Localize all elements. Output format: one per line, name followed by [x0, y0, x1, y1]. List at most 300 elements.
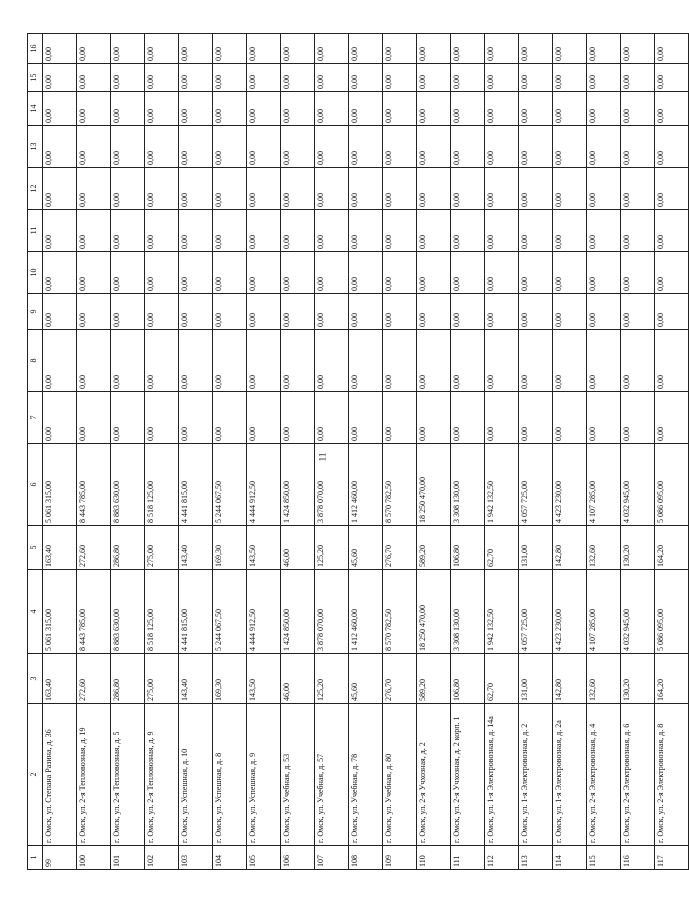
value-cell: 46,00 — [281, 526, 315, 570]
address-cell: г. Омск, ул. Степана Разина, д. 36 — [43, 704, 77, 846]
value-cell: 143,40 — [179, 654, 213, 704]
table-row — [145, 34, 179, 870]
value-cell: 0,00 — [451, 92, 485, 126]
row-number-cell: 115 — [587, 846, 621, 870]
row-number-cell: 113 — [519, 846, 553, 870]
value-cell: 286,80 — [111, 526, 145, 570]
value-cell: 0,00 — [111, 210, 145, 252]
value-cell: 0,00 — [145, 126, 179, 168]
value-cell: 132,60 — [587, 526, 621, 570]
value-cell: 0,00 — [179, 330, 213, 392]
value-cell: 0,00 — [621, 252, 655, 294]
column-header: 11 — [28, 210, 43, 252]
value-cell: 0,00 — [655, 294, 689, 330]
value-cell: 0,00 — [43, 330, 77, 392]
value-cell: 18 250 470,00 — [417, 570, 451, 654]
value-cell: 0,00 — [485, 126, 519, 168]
row-number-cell: 110 — [417, 846, 451, 870]
table-row — [349, 34, 383, 870]
value-cell: 0,00 — [315, 64, 349, 92]
value-cell: 0,00 — [485, 294, 519, 330]
rotated-table-container — [27, 34, 665, 870]
value-cell: 4 032 945,00 — [621, 444, 655, 526]
table-body — [43, 34, 689, 870]
column-header: 5 — [28, 526, 43, 570]
value-cell: 0,00 — [451, 392, 485, 444]
address-cell: г. Омск, ул. 2-я Тепловозная, д. 19 — [77, 704, 111, 846]
value-cell: 8 883 630,00 — [111, 444, 145, 526]
table-row — [553, 34, 587, 870]
value-cell: 163,40 — [43, 526, 77, 570]
column-header: 2 — [28, 704, 43, 846]
address-cell: г. Омск, ул. 2-я Тепловозная, д. 9 — [145, 704, 179, 846]
value-cell: 0,00 — [111, 330, 145, 392]
value-cell: 4 441 815,00 — [179, 570, 213, 654]
value-cell: 276,70 — [383, 526, 417, 570]
value-cell: 0,00 — [349, 92, 383, 126]
value-cell: 4 444 912,50 — [247, 570, 281, 654]
value-cell: 275,00 — [145, 654, 179, 704]
value-cell: 0,00 — [587, 92, 621, 126]
value-cell: 0,00 — [485, 168, 519, 210]
value-cell: 0,00 — [281, 92, 315, 126]
value-cell: 589,20 — [417, 654, 451, 704]
table-row — [179, 34, 213, 870]
value-cell: 106,80 — [451, 526, 485, 570]
value-cell: 5 086 095,00 — [655, 444, 689, 526]
value-cell: 0,00 — [655, 168, 689, 210]
value-cell: 0,00 — [383, 252, 417, 294]
value-cell: 0,00 — [247, 168, 281, 210]
row-number-cell: 108 — [349, 846, 383, 870]
value-cell: 0,00 — [281, 294, 315, 330]
value-cell: 0,00 — [281, 64, 315, 92]
value-cell: 275,00 — [145, 526, 179, 570]
value-cell: 0,00 — [145, 34, 179, 64]
value-cell: 0,00 — [281, 330, 315, 392]
address-cell: г. Омск, ул. 1-я Электровозная, д. 2 — [519, 704, 553, 846]
row-number-cell: 102 — [145, 846, 179, 870]
value-cell: 0,00 — [553, 92, 587, 126]
value-cell: 143,50 — [247, 654, 281, 704]
value-cell: 0,00 — [179, 64, 213, 92]
value-cell: 0,00 — [553, 330, 587, 392]
value-cell: 4 107 285,00 — [587, 570, 621, 654]
value-cell: 163,40 — [43, 654, 77, 704]
value-cell: 0,00 — [315, 294, 349, 330]
value-cell: 125,20 — [315, 526, 349, 570]
value-cell: 0,00 — [349, 168, 383, 210]
row-number-cell: 107 — [315, 846, 349, 870]
value-cell: 0,00 — [519, 64, 553, 92]
column-header: 16 — [28, 34, 43, 64]
value-cell: 5 061 315,00 — [43, 444, 77, 526]
value-cell: 272,60 — [77, 654, 111, 704]
value-cell: 4 441 815,00 — [179, 444, 213, 526]
value-cell: 0,00 — [587, 34, 621, 64]
value-cell: 8 883 630,00 — [111, 570, 145, 654]
table-row — [315, 34, 349, 870]
value-cell: 0,00 — [553, 252, 587, 294]
value-cell: 0,00 — [383, 392, 417, 444]
row-number-cell: 104 — [213, 846, 247, 870]
value-cell: 0,00 — [247, 210, 281, 252]
value-cell: 0,00 — [247, 330, 281, 392]
value-cell: 0,00 — [417, 126, 451, 168]
value-cell: 0,00 — [43, 34, 77, 64]
value-cell: 131,00 — [519, 654, 553, 704]
value-cell: 0,00 — [145, 64, 179, 92]
value-cell: 0,00 — [281, 252, 315, 294]
value-cell: 0,00 — [621, 294, 655, 330]
value-cell: 0,00 — [451, 252, 485, 294]
value-cell: 0,00 — [383, 330, 417, 392]
value-cell: 0,00 — [383, 168, 417, 210]
value-cell: 0,00 — [77, 34, 111, 64]
value-cell: 0,00 — [145, 294, 179, 330]
value-cell: 0,00 — [383, 64, 417, 92]
value-cell: 0,00 — [43, 252, 77, 294]
value-cell: 0,00 — [247, 64, 281, 92]
row-number-cell: 101 — [111, 846, 145, 870]
value-cell: 106,80 — [451, 654, 485, 704]
value-cell: 0,00 — [111, 92, 145, 126]
address-cell: г. Омск, ул. Успешная, д. 8 — [213, 704, 247, 846]
data-table — [27, 33, 689, 870]
value-cell: 0,00 — [213, 392, 247, 444]
value-cell: 0,00 — [417, 92, 451, 126]
value-cell: 0,00 — [655, 64, 689, 92]
row-number-cell: 116 — [621, 846, 655, 870]
address-cell: г. Омск, ул. Успешная, д. 10 — [179, 704, 213, 846]
value-cell: 0,00 — [349, 126, 383, 168]
value-cell: 0,00 — [43, 126, 77, 168]
value-cell: 3 878 070,00 — [315, 570, 349, 654]
value-cell: 164,20 — [655, 526, 689, 570]
value-cell: 0,00 — [383, 92, 417, 126]
value-cell: 0,00 — [485, 64, 519, 92]
value-cell: 0,00 — [77, 330, 111, 392]
table-row — [587, 34, 621, 870]
value-cell: 0,00 — [451, 126, 485, 168]
value-cell: 0,00 — [417, 34, 451, 64]
value-cell: 0,00 — [213, 210, 247, 252]
value-cell: 276,70 — [383, 654, 417, 704]
value-cell: 0,00 — [519, 168, 553, 210]
value-cell: 0,00 — [349, 294, 383, 330]
value-cell: 0,00 — [315, 330, 349, 392]
value-cell: 0,00 — [553, 126, 587, 168]
value-cell: 1 942 132,50 — [485, 444, 519, 526]
value-cell: 0,00 — [179, 92, 213, 126]
value-cell: 0,00 — [77, 168, 111, 210]
value-cell: 0,00 — [417, 330, 451, 392]
value-cell: 45,60 — [349, 526, 383, 570]
address-cell: г. Омск, ул. 1-я Электровозная, д. 14а — [485, 704, 519, 846]
column-header: 14 — [28, 92, 43, 126]
value-cell: 0,00 — [315, 252, 349, 294]
value-cell: 4 032 945,00 — [621, 570, 655, 654]
value-cell: 143,40 — [179, 526, 213, 570]
value-cell: 0,00 — [485, 92, 519, 126]
value-cell: 0,00 — [145, 168, 179, 210]
value-cell: 0,00 — [519, 252, 553, 294]
value-cell: 0,00 — [485, 330, 519, 392]
value-cell: 0,00 — [655, 126, 689, 168]
value-cell: 0,00 — [383, 34, 417, 64]
value-cell: 62,70 — [485, 526, 519, 570]
value-cell: 0,00 — [655, 392, 689, 444]
table-row — [281, 34, 315, 870]
value-cell: 0,00 — [213, 126, 247, 168]
value-cell: 0,00 — [553, 392, 587, 444]
value-cell: 169,30 — [213, 654, 247, 704]
address-cell: г. Омск, ул. 2-я Электровозная, д. 6 — [621, 704, 655, 846]
table-row — [519, 34, 553, 870]
value-cell: 0,00 — [349, 330, 383, 392]
table-row — [621, 34, 655, 870]
value-cell: 0,00 — [587, 392, 621, 444]
value-cell: 0,00 — [383, 210, 417, 252]
address-cell: г. Омск, ул. 2-я Учхозная, д. 2 — [417, 704, 451, 846]
value-cell: 0,00 — [417, 252, 451, 294]
value-cell: 0,00 — [655, 252, 689, 294]
column-header: 6 — [28, 444, 43, 526]
table-row — [655, 34, 689, 870]
value-cell: 0,00 — [553, 168, 587, 210]
value-cell: 0,00 — [315, 168, 349, 210]
value-cell: 4 423 230,00 — [553, 444, 587, 526]
value-cell: 169,30 — [213, 526, 247, 570]
value-cell: 62,70 — [485, 654, 519, 704]
column-header: 9 — [28, 294, 43, 330]
value-cell: 8 443 785,00 — [77, 444, 111, 526]
value-cell: 0,00 — [315, 34, 349, 64]
value-cell: 0,00 — [77, 392, 111, 444]
value-cell: 0,00 — [179, 34, 213, 64]
column-header: 7 — [28, 392, 43, 444]
value-cell: 0,00 — [621, 92, 655, 126]
value-cell: 0,00 — [621, 392, 655, 444]
value-cell: 0,00 — [315, 126, 349, 168]
address-cell: г. Омск, ул. Учебная, д. 78 — [349, 704, 383, 846]
value-cell: 3 308 130,00 — [451, 570, 485, 654]
value-cell: 0,00 — [417, 392, 451, 444]
row-number-cell: 100 — [77, 846, 111, 870]
value-cell: 0,00 — [145, 330, 179, 392]
value-cell: 8 570 782,50 — [383, 444, 417, 526]
value-cell: 0,00 — [519, 294, 553, 330]
value-cell: 0,00 — [247, 294, 281, 330]
value-cell: 0,00 — [43, 392, 77, 444]
value-cell: 0,00 — [587, 330, 621, 392]
value-cell: 0,00 — [43, 92, 77, 126]
value-cell: 0,00 — [383, 294, 417, 330]
value-cell: 0,00 — [519, 210, 553, 252]
row-number-cell: 112 — [485, 846, 519, 870]
value-cell: 0,00 — [587, 64, 621, 92]
address-cell: г. Омск, ул. 2-я Электровозная, д. 4 — [587, 704, 621, 846]
column-header: 12 — [28, 168, 43, 210]
value-cell: 0,00 — [553, 210, 587, 252]
value-cell: 1 424 850,00 — [281, 444, 315, 526]
value-cell: 0,00 — [621, 34, 655, 64]
value-cell: 0,00 — [213, 168, 247, 210]
value-cell: 0,00 — [655, 210, 689, 252]
value-cell: 0,00 — [621, 64, 655, 92]
address-cell: г. Омск, ул. Успешная, д. 9 — [247, 704, 281, 846]
value-cell: 0,00 — [281, 210, 315, 252]
value-cell: 0,00 — [587, 210, 621, 252]
value-cell: 143,50 — [247, 526, 281, 570]
value-cell: 0,00 — [111, 34, 145, 64]
value-cell: 0,00 — [451, 294, 485, 330]
value-cell: 0,00 — [485, 34, 519, 64]
value-cell: 0,00 — [281, 34, 315, 64]
row-number-cell: 103 — [179, 846, 213, 870]
value-cell: 589,20 — [417, 526, 451, 570]
value-cell: 132,60 — [587, 654, 621, 704]
header-row — [28, 34, 43, 870]
value-cell: 0,00 — [247, 126, 281, 168]
value-cell: 0,00 — [213, 34, 247, 64]
value-cell: 0,00 — [281, 168, 315, 210]
value-cell: 0,00 — [655, 330, 689, 392]
value-cell: 0,00 — [213, 252, 247, 294]
address-cell: г. Омск, ул. Учебная, д. 57 — [315, 704, 349, 846]
table-row — [485, 34, 519, 870]
value-cell: 0,00 — [77, 294, 111, 330]
value-cell: 0,00 — [43, 64, 77, 92]
value-cell: 3 878 070,00 — [315, 444, 349, 526]
value-cell: 0,00 — [655, 34, 689, 64]
value-cell: 1 412 460,00 — [349, 444, 383, 526]
value-cell: 4 107 285,00 — [587, 444, 621, 526]
value-cell: 0,00 — [349, 210, 383, 252]
value-cell: 4 444 912,50 — [247, 444, 281, 526]
column-header: 1 — [28, 846, 43, 870]
value-cell: 142,80 — [553, 654, 587, 704]
value-cell: 0,00 — [553, 34, 587, 64]
value-cell: 0,00 — [111, 64, 145, 92]
value-cell: 0,00 — [77, 92, 111, 126]
value-cell: 8 518 125,00 — [145, 444, 179, 526]
value-cell: 0,00 — [587, 294, 621, 330]
value-cell: 8 570 782,50 — [383, 570, 417, 654]
column-header: 13 — [28, 126, 43, 168]
value-cell: 4 057 725,00 — [519, 570, 553, 654]
value-cell: 4 057 725,00 — [519, 444, 553, 526]
value-cell: 0,00 — [349, 34, 383, 64]
value-cell: 0,00 — [621, 126, 655, 168]
table-row — [111, 34, 145, 870]
value-cell: 5 244 067,50 — [213, 444, 247, 526]
value-cell: 1 942 132,50 — [485, 570, 519, 654]
column-header: 15 — [28, 64, 43, 92]
value-cell: 0,00 — [111, 252, 145, 294]
value-cell: 0,00 — [145, 252, 179, 294]
value-cell: 130,20 — [621, 526, 655, 570]
value-cell: 0,00 — [179, 210, 213, 252]
value-cell: 0,00 — [417, 210, 451, 252]
value-cell: 0,00 — [519, 330, 553, 392]
value-cell: 0,00 — [621, 168, 655, 210]
row-number-cell: 105 — [247, 846, 281, 870]
value-cell: 46,00 — [281, 654, 315, 704]
value-cell: 0,00 — [451, 64, 485, 92]
value-cell: 0,00 — [179, 392, 213, 444]
value-cell: 125,20 — [315, 654, 349, 704]
value-cell: 0,00 — [111, 126, 145, 168]
value-cell: 0,00 — [213, 92, 247, 126]
value-cell: 5 086 095,00 — [655, 570, 689, 654]
value-cell: 0,00 — [519, 92, 553, 126]
value-cell: 0,00 — [655, 92, 689, 126]
value-cell: 0,00 — [179, 168, 213, 210]
value-cell: 3 308 130,00 — [451, 444, 485, 526]
value-cell: 0,00 — [621, 330, 655, 392]
value-cell: 0,00 — [179, 252, 213, 294]
value-cell: 0,00 — [349, 64, 383, 92]
value-cell: 0,00 — [485, 392, 519, 444]
value-cell: 4 423 230,00 — [553, 570, 587, 654]
row-number-cell: 117 — [655, 846, 689, 870]
table-row — [247, 34, 281, 870]
value-cell: 0,00 — [111, 392, 145, 444]
value-cell: 0,00 — [587, 126, 621, 168]
value-cell: 0,00 — [111, 294, 145, 330]
table-row — [43, 34, 77, 870]
value-cell: 0,00 — [281, 392, 315, 444]
value-cell: 5 061 315,00 — [43, 570, 77, 654]
value-cell: 142,80 — [553, 526, 587, 570]
value-cell: 0,00 — [213, 64, 247, 92]
table-row — [417, 34, 451, 870]
table-row — [213, 34, 247, 870]
value-cell: 0,00 — [247, 392, 281, 444]
value-cell: 0,00 — [349, 392, 383, 444]
value-cell: 0,00 — [247, 252, 281, 294]
value-cell: 0,00 — [451, 168, 485, 210]
address-cell: г. Омск, ул. 2-я Тепловозная, д. 5 — [111, 704, 145, 846]
value-cell: 0,00 — [519, 34, 553, 64]
table-row — [77, 34, 111, 870]
value-cell: 131,00 — [519, 526, 553, 570]
value-cell: 8 518 125,00 — [145, 570, 179, 654]
row-number-cell: 111 — [451, 846, 485, 870]
value-cell: 0,00 — [77, 210, 111, 252]
value-cell: 164,20 — [655, 654, 689, 704]
value-cell: 0,00 — [451, 34, 485, 64]
value-cell: 1 412 460,00 — [349, 570, 383, 654]
value-cell: 0,00 — [315, 392, 349, 444]
value-cell: 0,00 — [553, 64, 587, 92]
value-cell: 0,00 — [247, 92, 281, 126]
value-cell: 0,00 — [43, 168, 77, 210]
table-row — [383, 34, 417, 870]
value-cell: 0,00 — [417, 168, 451, 210]
value-cell: 0,00 — [417, 64, 451, 92]
value-cell: 0,00 — [247, 34, 281, 64]
value-cell: 0,00 — [111, 168, 145, 210]
value-cell: 0,00 — [315, 210, 349, 252]
value-cell: 0,00 — [213, 294, 247, 330]
value-cell: 0,00 — [315, 92, 349, 126]
row-number-cell: 109 — [383, 846, 417, 870]
page-number: 11 — [317, 452, 328, 462]
row-number-cell: 106 — [281, 846, 315, 870]
value-cell: 0,00 — [145, 92, 179, 126]
